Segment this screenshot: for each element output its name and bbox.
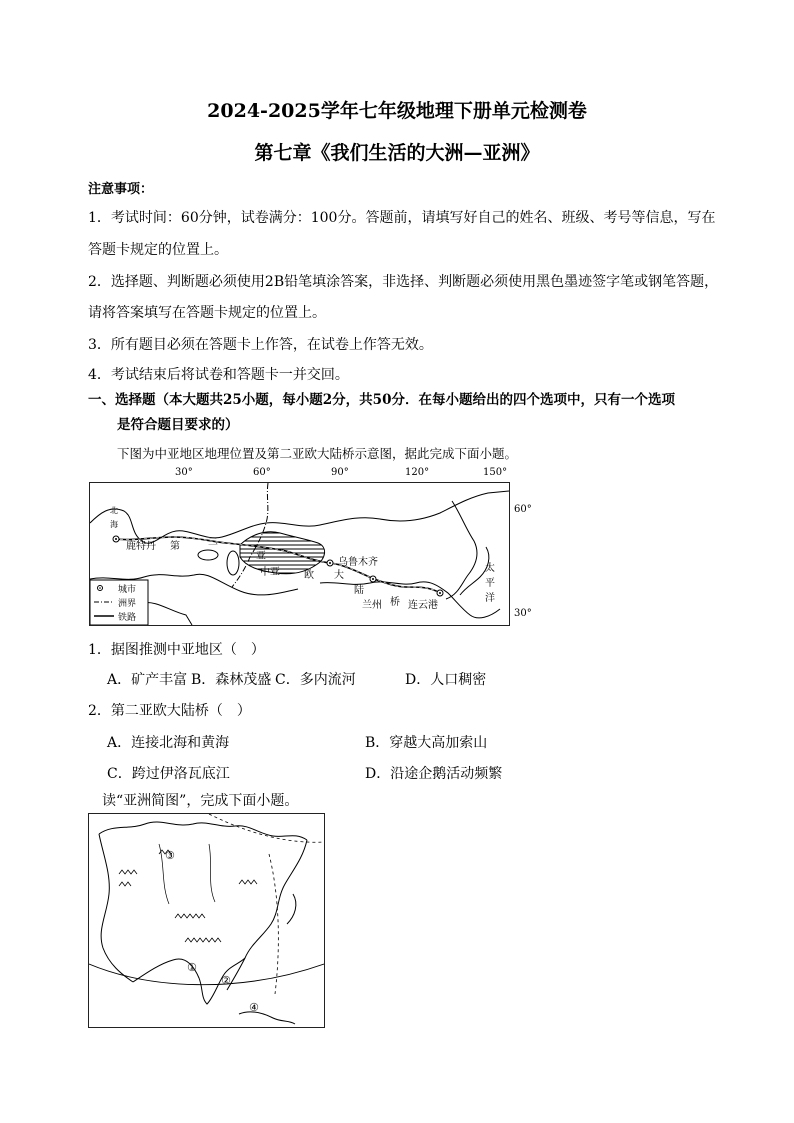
legend-boundary-label: 洲界 — [118, 599, 137, 609]
lon-label-120: 120° — [405, 467, 430, 478]
label-lu: 陆 — [354, 585, 364, 596]
marker-2: ② — [221, 974, 231, 987]
mountain-range-ural-2 — [119, 882, 131, 886]
mountain-range-tibet — [185, 938, 221, 942]
marker-3: ③ — [165, 849, 175, 862]
mountain-ranges — [119, 850, 257, 942]
label-pacific-1: 太 — [485, 563, 495, 574]
label-urumqi: 乌鲁木齐 — [338, 557, 378, 568]
q1-option-c[interactable]: C．多内流河 — [275, 672, 356, 688]
lon-label-90: 90° — [331, 467, 349, 478]
graticule-arc-north — [209, 814, 324, 842]
label-ou: 欧 — [304, 570, 314, 581]
label-da: 大 — [334, 570, 344, 581]
mountain-range-ural — [119, 870, 137, 874]
legend-city-label: 城市 — [118, 585, 137, 595]
lon-label-30: 30° — [175, 467, 193, 478]
label-er: 二 — [208, 537, 218, 548]
intro-map1: 下图为中亚地区地理位置及第二亚欧大陆桥示意图，据此完成下面小题。 — [117, 446, 518, 461]
notice-line-1: 1．考试时间：60分钟，试卷满分：100分。答题前，请填写好自己的姓名、班级、考号等信息，写在 — [88, 210, 716, 226]
q1-stem: 1．据图推测中亚地区（ ） — [88, 642, 265, 658]
notice-heading: 注意事项： — [88, 182, 154, 197]
exam-title: 2024-2025学年七年级地理下册单元检测卷 — [207, 100, 587, 122]
pacific-coast — [446, 501, 477, 599]
label-pacific-2: 平 — [485, 578, 495, 589]
marker-1: ① — [187, 961, 197, 974]
asia-east-coast — [227, 840, 307, 990]
q2-option-d[interactable]: D．沿途企鹅活动频繁 — [365, 766, 503, 782]
lat-label-30: 30° — [514, 608, 532, 619]
notice-line-2: 答题卡规定的位置上。 — [88, 242, 228, 258]
section-heading-cont: 是符合题目要求的） — [117, 417, 239, 433]
asia-map — [88, 813, 325, 1028]
caspian-sea — [227, 551, 239, 575]
q1-option-d[interactable]: D．人口稠密 — [405, 672, 487, 688]
label-qiao: 桥 — [390, 597, 400, 608]
intro-map2: 读“亚洲简图”，完成下面小题。 — [102, 793, 299, 809]
mountain-range-east — [239, 880, 257, 884]
q2-option-c[interactable]: C．跨过伊洛瓦底江 — [107, 766, 230, 782]
legend-city-dot — [99, 587, 101, 589]
river-2 — [209, 844, 215, 902]
label-rotterdam: 鹿特丹 — [126, 541, 156, 552]
lat-label-60: 60° — [514, 504, 532, 515]
central-asia-region — [240, 532, 325, 574]
asia-map-svg — [89, 814, 324, 1027]
chapter-title: 第七章《我们生活的大洲—亚洲》 — [254, 142, 540, 164]
central-asia-map — [89, 482, 510, 626]
urumqi-dot — [329, 562, 331, 564]
asia-north-coast — [99, 822, 307, 840]
q2-stem: 2．第二亚欧大陆桥（ ） — [88, 703, 251, 719]
label-pacific-3: 洋 — [485, 593, 495, 604]
q2-option-b[interactable]: B．穿越大高加索山 — [365, 735, 488, 751]
label-central-asia: 中亚 — [260, 567, 280, 578]
label-ya: 亚 — [256, 551, 266, 562]
rotterdam-dot — [115, 538, 117, 540]
q1-option-a[interactable]: A．矿产丰富 — [107, 672, 188, 688]
island-arc — [239, 1012, 295, 1024]
lon-label-60: 60° — [253, 467, 271, 478]
notice-line-5: 3．所有题目必须在答题卡上作答，在试卷上作答无效。 — [88, 337, 433, 353]
section-heading: 一、选择题（本大题共25小题，每小题2分，共50分．在每小题给出的四个选项中，只有一个选项 — [88, 392, 675, 408]
asia-west-edge — [99, 834, 133, 982]
legend-railway-label: 铁路 — [118, 613, 137, 623]
marker-4: ④ — [249, 1001, 259, 1014]
label-di: 第 — [170, 541, 180, 552]
label-north-sea-2: 海 — [110, 520, 118, 529]
notice-line-6: 4．考试结束后将试卷和答题卡一并交回。 — [88, 367, 349, 383]
lianyungang-dot — [439, 592, 441, 594]
label-north-sea-1: 北 — [110, 506, 118, 515]
q1-option-b[interactable]: B．森林茂盛 — [191, 672, 272, 688]
graticule-arc-south — [89, 964, 324, 985]
north-coastline — [90, 491, 509, 543]
mountain-range-himalaya — [175, 914, 205, 918]
label-lanzhou: 兰州 — [362, 600, 382, 611]
label-lianyungang: 连云港 — [408, 600, 438, 611]
q2-option-a[interactable]: A．连接北海和黄海 — [107, 735, 230, 751]
lon-label-150: 150° — [483, 467, 508, 478]
lanzhou-dot — [372, 578, 374, 580]
central-asia-map-svg — [90, 483, 509, 625]
notice-line-3: 2．选择题、判断题必须使用2B铅笔填涂答案，非选择、判断题必须使用黑色墨迹签字笔或钢笔答题， — [88, 274, 719, 290]
japan-islands-outline — [287, 894, 296, 924]
black-sea — [198, 550, 218, 560]
notice-line-4: 请将答案填写在答题卡规定的位置上。 — [88, 305, 326, 321]
